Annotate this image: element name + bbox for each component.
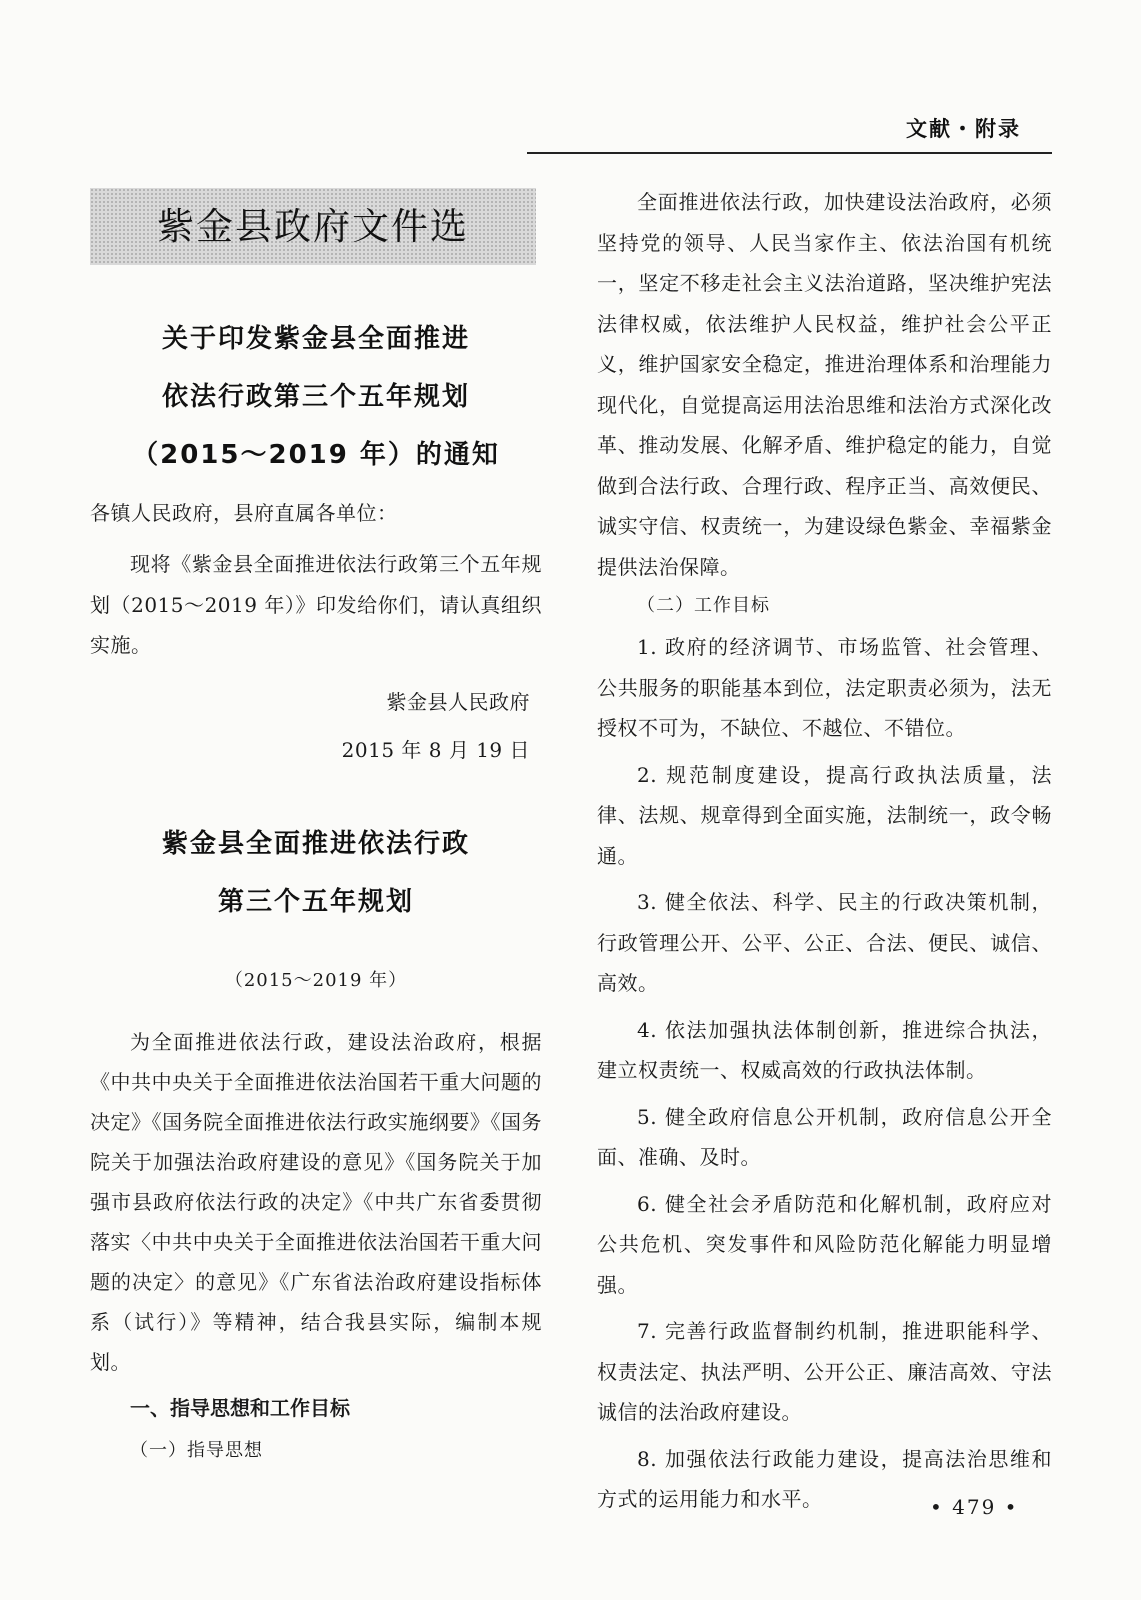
- plan-title-line: 第三个五年规划: [217, 887, 414, 917]
- goal-item: 3. 健全依法、科学、民主的行政决策机制，行政管理公开、公平、公正、合法、便民、诚信、高效。: [597, 890, 1052, 995]
- plan-subtitle: （2015～2019 年）: [224, 970, 408, 991]
- goal-item: 1. 政府的经济调节、市场监管、社会管理、公共服务的职能基本到位，法定职责必须为，法无授权不可为，不缺位、不越位、不错位。: [597, 635, 1052, 740]
- goal-item: 7. 完善行政监督制约机制，推进职能科学、权责法定、执法严明、公开公正、廉洁高效、守法诚信的法治政府建设。: [597, 1319, 1052, 1424]
- section-heading: 一、指导思想和工作目标: [130, 1396, 350, 1420]
- banner-title: 紫金县政府文件选: [157, 205, 469, 248]
- page-number: • 479 •: [930, 1495, 1019, 1519]
- header-rule: [527, 152, 1052, 154]
- notice-title-line: （2015～2019 年）的通知: [132, 440, 500, 470]
- subsection-heading: （一）指导思想: [130, 1440, 263, 1461]
- subsection-heading: （二）工作目标: [637, 595, 770, 616]
- goal-item: 2. 规范制度建设，提高行政执法质量，法律、法规、规章得到全面实施，法制统一，政令畅通。: [597, 762, 1052, 868]
- goal-item: 6. 健全社会矛盾防范和化解机制，政府应对公共危机、突发事件和风险防范化解能力明显增强。: [597, 1191, 1052, 1297]
- notice-title-line: 依法行政第三个五年规划: [161, 382, 470, 412]
- notice-salutation: 各镇人民政府，县府直属各单位：: [90, 501, 398, 525]
- notice-title: [90, 315, 542, 479]
- section-label: 文献・附录: [906, 117, 1021, 141]
- document-banner: [90, 188, 536, 265]
- notice-signature: 紫金县人民政府: [386, 690, 530, 714]
- notice-body: 现将《紫金县全面推进依法行政第三个五年规划（2015～2019 年）》印发给你们，请认真组织实施。: [90, 552, 542, 657]
- goal-item: 8. 加强依法行政能力建设，提高法治思维和方式的运用能力和水平。: [597, 1446, 1052, 1511]
- plan-title-line: 紫金县全面推进依法行政: [161, 829, 470, 859]
- guiding-thought-paragraph: 全面推进依法行政，加快建设法治政府，必须坚持党的领导、人民当家作主、依法治国有机统一，坚定不移走社会主义法治道路，坚决维护宪法法律权威，依法维护人民权益，维护社会公平正义，维护国家安全稳定，推进治理体系和治理能力现代化，自觉提高运用法治思维和法治方式深化改革、推动发展、化解矛盾、维护稳定的能力，自觉做到合法行政、合理行政、程序正当、高效便民、诚实守信、权责统一，为建设绿色紫金、幸福紫金提供法治保障。: [597, 190, 1052, 579]
- goal-item: 5. 健全政府信息公开机制，政府信息公开全面、准确、及时。: [597, 1104, 1052, 1169]
- notice-date: 2015 年 8 月 19 日: [341, 738, 530, 762]
- plan-intro: 为全面推进依法行政，建设法治政府，根据《中共中央关于全面推进依法治国若干重大问题的决定》《国务院全面推进依法行政实施纲要》《国务院关于加强法治政府建设的意见》《国务院关于加强市县政府依法行政的决定》《中共广东省委贯彻落实〈中共中央关于全面推进依法治国若干重大问题的决定〉的意见》《广东省法治政府建设指标体系（试行）》等精神，结合我县实际，编制本规划。: [90, 1030, 542, 1374]
- plan-title: [90, 818, 542, 928]
- goal-item: 4. 依法加强执法体制创新，推进综合执法，建立权责统一、权威高效的行政执法体制。: [597, 1017, 1052, 1082]
- goals-list: [597, 627, 1052, 1520]
- notice-title-line: 关于印发紫金县全面推进: [161, 324, 470, 354]
